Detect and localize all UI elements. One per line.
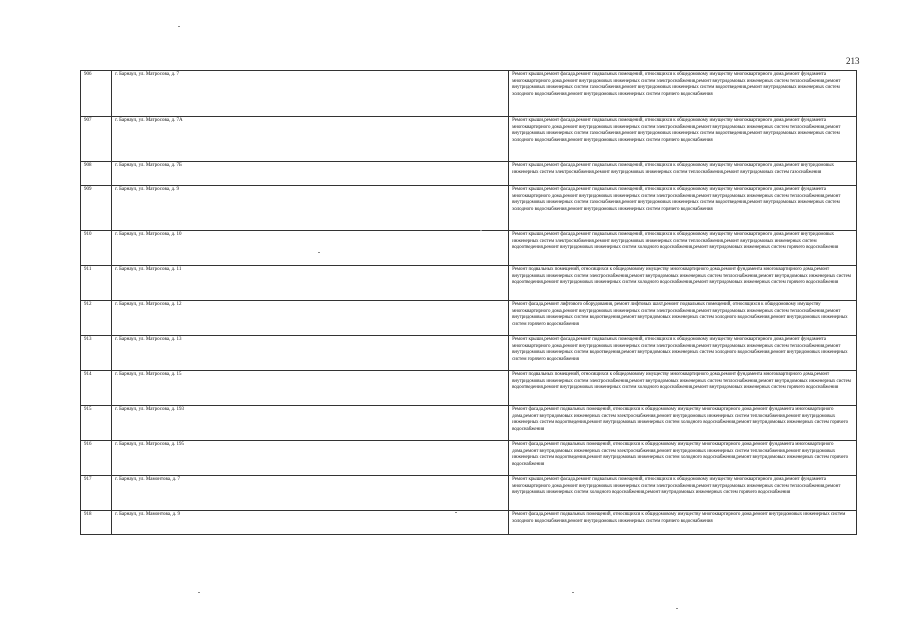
row-number: 908 [81, 162, 112, 186]
scan-speck [178, 26, 180, 27]
table-row [81, 371, 857, 406]
row-address: г. Барнаул, ул. Матросова, д. 15 [112, 371, 509, 406]
table-row [81, 441, 857, 476]
row-address: г. Барнаул, ул. Матросова, д. 10 [112, 231, 509, 266]
row-number: 918 [81, 511, 112, 535]
scan-speck [480, 230, 482, 231]
row-address: г. Барнаул, ул. Матросова, д. 13 [112, 336, 509, 371]
row-number: 917 [81, 476, 112, 511]
row-works: Ремонт крыши,ремонт фасада,ремонт подвальных помещений, относящихся к общедомовому имуществу многоквартирного дома,ремонт фундамента многоквартирного дома,ремонт внутридомовых инженерных систем электроснабжения,ремонт внутридомовых инженерных систем теплоснабжения,ремонт внутридомовых инженерных систем холодного водоснабжения,ремонт внутридомовых инженерных систем горячего водоснабжения [509, 476, 857, 511]
row-works: Ремонт крыши,ремонт фасада,ремонт подвальных помещений, относящихся к общедомовому имуществу многоквартирного дома,ремонт внутридомовых инженерных систем электроснабжения,ремонт внутридомовых инженерных систем теплоснабжения,ремонт внутридомовых систем газоснабжения [509, 162, 857, 186]
row-works: Ремонт крыши,ремонт фасада,ремонт подвальных помещений, относящихся к общедомовому имуществу многоквартирного дома,ремонт фундамента многоквартирного дома,ремонт внутридомовых инженерных систем электроснабжения,ремонт внутридомовых инженерных систем теплоснабжения,ремонт внутридомовых инженерных систем газоснабжения,ремонт внутридомовых инженерных систем водоотведения,ремонт внутридомовых инженерных систем холодного водоснабжения,ремонт внутридомовых инженерных систем горячего водоснабжения [509, 71, 857, 117]
scan-speck [318, 252, 320, 253]
row-works: Ремонт крыши,ремонт фасада,ремонт подвальных помещений, относящихся к общедомовому имуществу многоквартирного дома,ремонт внутридомовых инженерных систем электроснабжения,ремонт внутридомовых инженерных систем теплоснабжения,ремонт внутридомовых инженерных систем водоотведения,ремонт внутридомовых инженерных систем холодного водоснабжения,ремонт внутридомовых инженерных систем горячего водоснабжения [509, 231, 857, 266]
row-works: Ремонт фасада,ремонт подвальных помещений, относящихся к общедомовому имуществу многоквартирного дома,ремонт фундамента многоквартирного дома,ремонт внутридомовых инженерных систем электроснабжения,ремонт внутридомовых инженерных систем теплоснабжения,ремонт внутридомовых инженерных систем водоотведения,ремонт внутридомовых инженерных систем холодного водоснабжения,ремонт внутридомовых инженерных систем горячего водоснабжения [509, 406, 857, 441]
register-body [81, 71, 857, 535]
table-row [81, 231, 857, 266]
table-row [81, 186, 857, 231]
scan-speck [455, 512, 457, 513]
table-row [81, 71, 857, 117]
row-number: 912 [81, 301, 112, 336]
row-number: 909 [81, 186, 112, 231]
row-works: Ремонт фасада,ремонт подвальных помещений, относящихся к общедомовому имуществу многоквартирного дома,ремонт фундамента многоквартирного дома,ремонт внутридомовых инженерных систем электроснабжения,ремонт внутридомовых инженерных систем теплоснабжения,ремонт внутридомовых инженерных систем водоотведения,ремонт внутридомовых инженерных систем холодного водоснабжения,ремонт внутридомовых инженерных систем горячего водоснабжения [509, 441, 857, 476]
row-number: 911 [81, 266, 112, 301]
table-row [81, 511, 857, 535]
row-works: Ремонт подвальных помещений, относящихся к общедомовому имуществу многоквартирного дома,ремонт фундамента многоквартирного дома,ремонт внутридомовых инженерных систем электроснабжения,ремонт внутридомовых инженерных систем теплоснабжения,ремонт внутридомовых инженерных систем водоотведения,ремонт внутридомовых инженерных систем холодного водоснабжения,ремонт внутридомовых инженерных систем горячего водоснабжения [509, 371, 857, 406]
table-row [81, 406, 857, 441]
row-address: г. Барнаул, ул. Мамонтова, д. 7 [112, 476, 509, 511]
row-works: Ремонт фасада,ремонт подвальных помещений, относящихся к общедомовому имуществу многоквартирного дома,ремонт внутридомовых инженерных систем холодного водоснабжения,ремонт внутридомовых инженерных систем горячего водоснабжения [509, 511, 857, 535]
row-address: г. Барнаул, ул. Матросова, д. 9 [112, 186, 509, 231]
page-number: 213 [846, 56, 860, 66]
row-address: г. Барнаул, ул. Матросова, д. 7А [112, 117, 509, 162]
row-address: г. Барнаул, ул. Мамонтова, д. 9 [112, 511, 509, 535]
row-works: Ремонт фасада,ремонт лифтового оборудования, ремонт лифтовых шахт,ремонт подвальных помещений, относящихся к общедомовому имуществу многоквартирного дома,ремонт внутридомовых инженерных систем электроснабжения,ремонт внутридомовых инженерных систем теплоснабжения,ремонт внутридомовых инженерных систем водоотведения,ремонт внутридомовых инженерных систем холодного водоснабжения,ремонт внутридомовых инженерных систем горячего водоснабжения [509, 301, 857, 336]
row-number: 907 [81, 117, 112, 162]
row-address: г. Барнаул, ул. Матросова, д. 12 [112, 301, 509, 336]
row-number: 906 [81, 71, 112, 117]
row-works: Ремонт крыши,ремонт фасада,ремонт подвальных помещений, относящихся к общедомовому имуществу многоквартирного дома,ремонт фундамента многоквартирного дома,ремонт внутридомовых инженерных систем электроснабжения,ремонт внутридомовых инженерных систем теплоснабжения,ремонт внутридомовых инженерных систем газоснабжения,ремонт внутридомовых инженерных систем водоотведения,ремонт внутридомовых инженерных систем холодного водоснабжения,ремонт внутридомовых инженерных систем горячего водоснабжения [509, 186, 857, 231]
row-works: Ремонт крыши,ремонт фасада,ремонт подвальных помещений, относящихся к общедомовому имуществу многоквартирного дома,ремонт фундамента многоквартирного дома,ремонт внутридомовых инженерных систем электроснабжения,ремонт внутридомовых инженерных систем теплоснабжения,ремонт внутридомовых инженерных систем водоотведения,ремонт внутридомовых инженерных систем холодного водоснабжения,ремонт внутридомовых инженерных систем горячего водоснабжения [509, 336, 857, 371]
repair-register-table [80, 70, 857, 535]
row-works: Ремонт крыши,ремонт фасада,ремонт подвальных помещений, относящихся к общедомовому имуществу многоквартирного дома,ремонт фундамента многоквартирного дома,ремонт внутридомовых инженерных систем электроснабжения,ремонт внутридомовых инженерных систем теплоснабжения,ремонт внутридомовых инженерных систем газоснабжения,ремонт внутридомовых инженерных систем водоотведения,ремонт внутридомовых инженерных систем холодного водоснабжения,ремонт внутридомовых инженерных систем горячего водоснабжения [509, 117, 857, 162]
row-number: 916 [81, 441, 112, 476]
table-row [81, 117, 857, 162]
row-address: г. Барнаул, ул. Матросова, д. 7Б [112, 162, 509, 186]
row-address: г. Барнаул, ул. Матросова, д. 193 [112, 406, 509, 441]
row-number: 915 [81, 406, 112, 441]
table-row [81, 476, 857, 511]
table-row [81, 336, 857, 371]
table-row [81, 301, 857, 336]
scan-speck [676, 608, 678, 609]
table-row [81, 162, 857, 186]
scan-speck [572, 592, 574, 593]
scan-speck [198, 592, 200, 593]
row-address: г. Барнаул, ул. Матросова, д. 7 [112, 71, 509, 117]
row-number: 914 [81, 371, 112, 406]
table-row [81, 266, 857, 301]
row-works: Ремонт подвальных помещений, относящихся к общедомовому имуществу многоквартирного дома,ремонт фундамента многоквартирного дома,ремонт внутридомовых инженерных систем электроснабжения,ремонт внутридомовых инженерных систем теплоснабжения,ремонт внутридомовых инженерных систем водоотведения,ремонт внутридомовых инженерных систем холодного водоснабжения,ремонт внутридомовых инженерных систем горячего водоснабжения [509, 266, 857, 301]
row-number: 910 [81, 231, 112, 266]
row-address: г. Барнаул, ул. Матросова, д. 11 [112, 266, 509, 301]
row-address: г. Барнаул, ул. Матросова, д. 195 [112, 441, 509, 476]
row-number: 913 [81, 336, 112, 371]
